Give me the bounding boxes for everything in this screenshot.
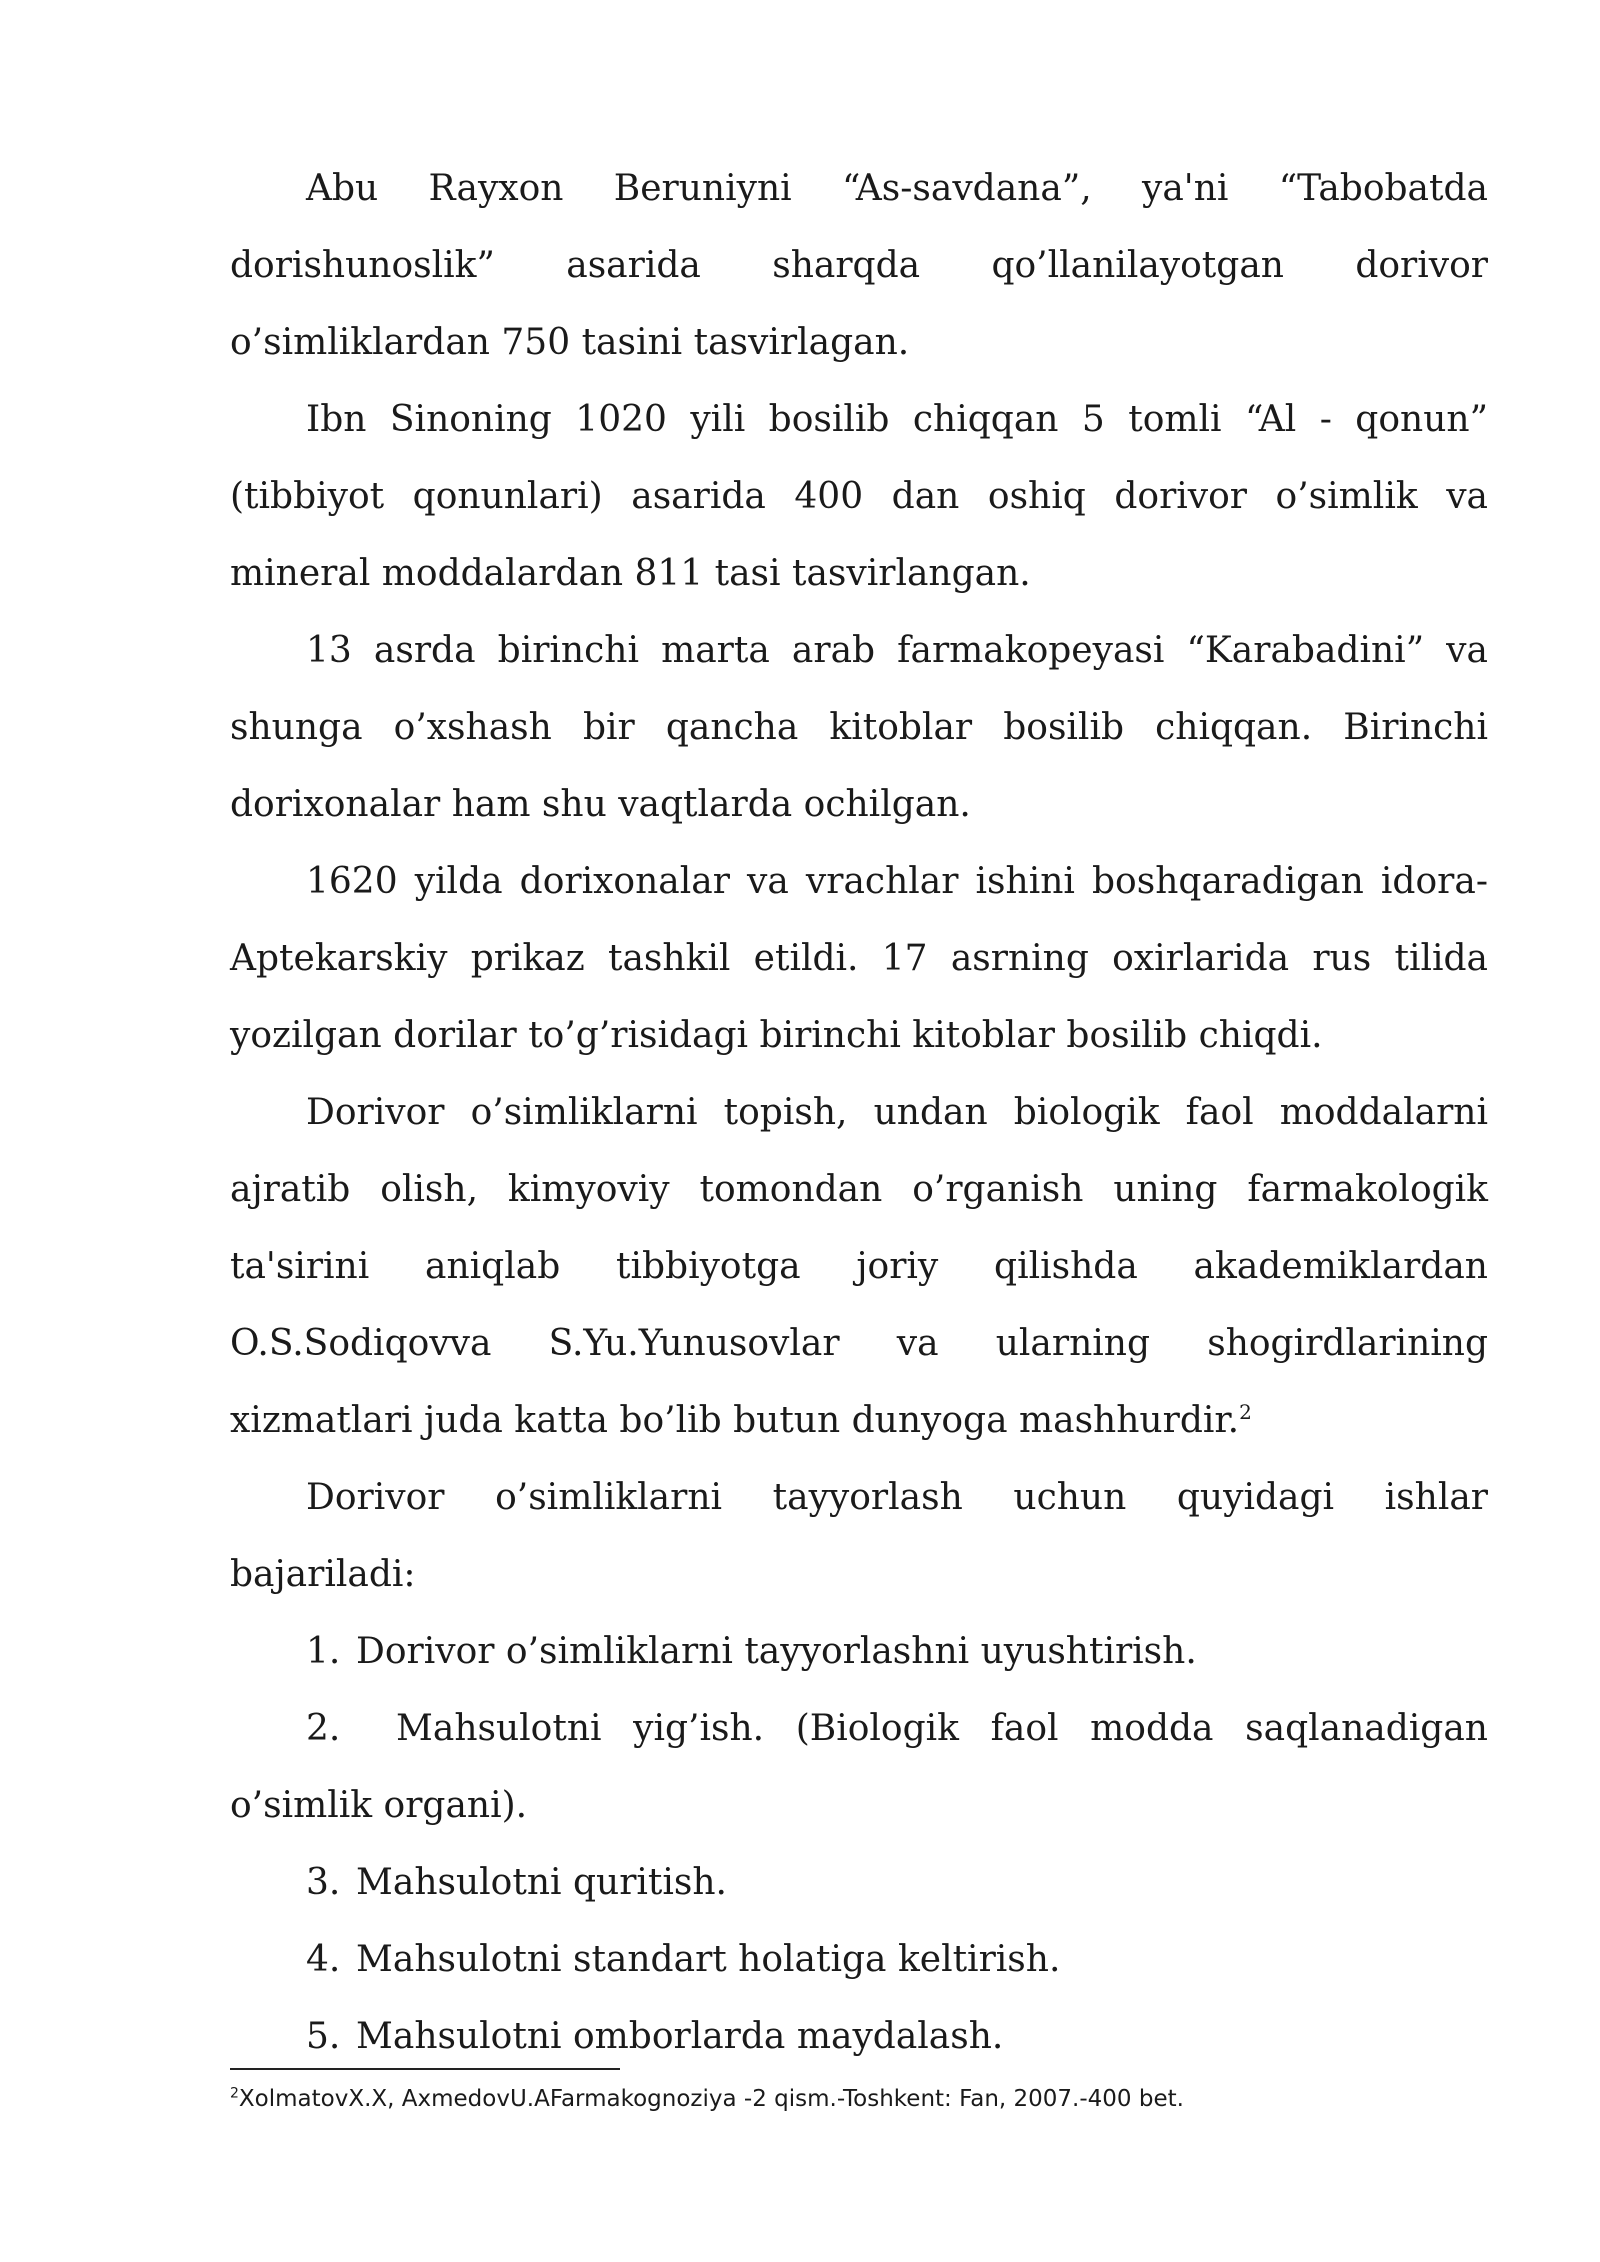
footnote-reference[interactable]: 2 [1239,1400,1252,1424]
list-item-number: 5. [306,2016,341,2057]
document-body [230,150,1488,2075]
footnote [230,2082,1488,2116]
footnote-text: XolmatovX.X, AxmedovU.AFarmakognoziya -2 qism.-Toshkent: Fan, 2007.-400 bet. [238,2086,1184,2112]
list-item-text: Mahsulotni quritish. [356,1862,728,1903]
paragraph-academics-text: Dorivor o’simliklarni topish, undan biologik faol moddalarni ajratib olish, kimyoviy tomondan o’rganish uning farmakologik ta'sirini aniqlab tibbiyotga joriy qilishda akademiklardan O.S.Sodiqovva S.Yu.Yunusovlar va ularning shogirdlarining xizmatlari juda katta bo’lib butun dunyoga mashhurdir. [230,1092,1488,1441]
paragraph-list-intro: Dorivor o’simliklarni tayyorlash uchun quyidagi ishlar bajariladi: [230,1477,1488,1595]
list-item-text: Mahsulotni standart holatiga keltirish. [356,1939,1061,1980]
paragraph-ibn-sino: Ibn Sinoning 1020 yili bosilib chiqqan 5 tomli “Al - qonun” (tibbiyot qonunlari) asarida 400 dan oshiq dorivor o’simlik va mineral moddalardan 811 tasi tasvirlangan. [230,399,1488,594]
paragraph-aptekarskiy: 1620 yilda dorixonalar va vrachlar ishini boshqaradigan idora-Aptekarskiy prikaz tashkil etildi. 17 asrning oxirlarida rus tilida yozilgan dorilar to’g’risidagi birinchi kitoblar bosilib chiqdi. [230,861,1488,1056]
list-item [230,1844,1488,1921]
list-item [230,1690,1488,1844]
list-item-number: 2. [306,1708,341,1749]
paragraph-academics [230,1074,1488,1459]
list-item-text: Dorivor o’simliklarni tayyorlashni uyushtirish. [356,1631,1197,1672]
list-item-number: 3. [306,1862,341,1903]
list-item [230,1613,1488,1690]
list-item-text: Mahsulotni omborlarda maydalash. [356,2016,1004,2057]
list-item-text: Mahsulotni yig’ish. (Biologik faol modda saqlanadigan o’simlik organi). [230,1708,1488,1826]
footnote-marker: 2 [230,2085,239,2102]
list-item [230,1998,1488,2075]
list-item-number: 4. [306,1939,341,1980]
footnote-separator [230,2068,620,2070]
list-item-number: 1. [306,1631,341,1672]
paragraph-karabadini: 13 asrda birinchi marta arab farmakopeyasi “Karabadini” va shunga o’xshash bir qancha kitoblar bosilib chiqqan. Birinchi dorixonalar ham shu vaqtlarda ochilgan. [230,630,1488,825]
list-item [230,1921,1488,1998]
paragraph-beruniy: Abu Rayxon Beruniyni “As-savdana”, ya'ni “Tabobatda dorishunoslik” asarida sharqda qo’llanilayotgan dorivor o’simliklardan 750 tasini tasvirlagan. [230,168,1488,363]
